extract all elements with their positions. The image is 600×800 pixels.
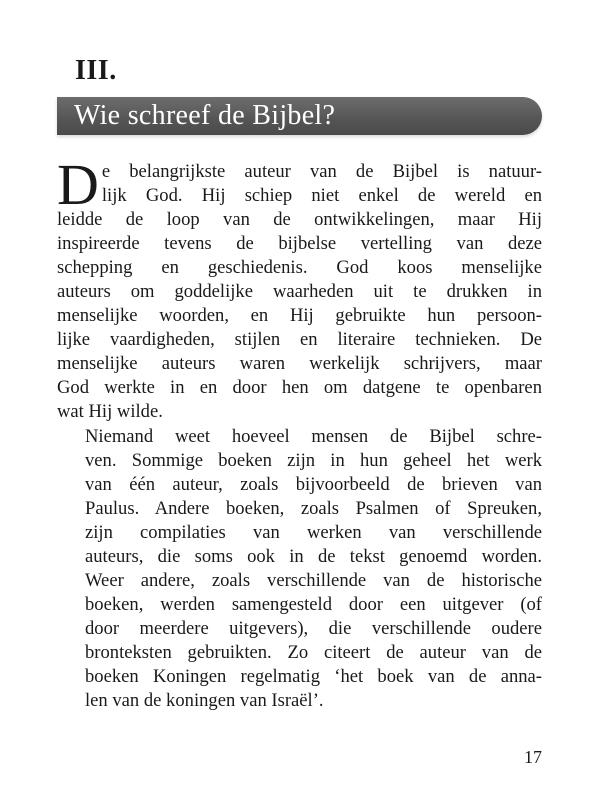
chapter-title-banner [57, 97, 542, 135]
text-line: bronteksten gebruikten. Zo citeert de auteur van de [85, 641, 542, 663]
text-line: menselijke woorden, en Hij gebruikte hun persoon- [57, 305, 542, 327]
paragraph-2 [57, 425, 542, 714]
drop-cap: D [57, 152, 99, 217]
chapter-title: Wie schreef de Bijbel? [74, 100, 336, 131]
paragraph-1 [57, 152, 542, 425]
text-line: leidde de loop van de ontwikkelingen, maar Hij [57, 209, 542, 231]
text-line: menselijke auteurs waren werkelijk schrijvers, maar [57, 353, 542, 375]
text-line: Weer andere, zoals verschillende van de historische [85, 569, 542, 591]
text-line: lijke vaardigheden, stijlen en literaire technieken. De [57, 329, 542, 351]
text-line: inspireerde tevens de bijbelse vertelling van deze [57, 233, 542, 255]
text-line: zijn compilaties van werken van verschillende [85, 521, 542, 543]
page-number: 17 [524, 747, 542, 767]
text-line: len van de koningen van Israël’. [85, 690, 324, 712]
text-line: boeken, werden samengesteld door een uitgever (of [85, 593, 542, 615]
text-line: lijk God. Hij schiep niet enkel de wereld en [101, 185, 542, 207]
chapter-number: III. [75, 55, 117, 86]
text-line: Niemand weet hoeveel mensen de Bijbel schre- [85, 425, 542, 447]
text-line: auteurs, die soms ook in de tekst genoemd worden. [85, 545, 542, 567]
body-text [57, 152, 542, 713]
text-line: door meerdere uitgevers), die verschillende oudere [85, 617, 542, 639]
text-line: schepping en geschiedenis. God koos menselijke [57, 257, 542, 279]
text-line: Paulus. Andere boeken, zoals Psalmen of Spreuken, [85, 497, 542, 519]
text-line: van één auteur, zoals bijvoorbeeld de brieven van [85, 473, 542, 495]
text-line: wat Hij wilde. [57, 401, 163, 423]
text-line: ven. Sommige boeken zijn in hun geheel het werk [85, 449, 542, 471]
text-line: God werkte in en door hen om datgene te openbaren [57, 377, 542, 399]
text-line: boeken Koningen regelmatig ‘het boek van de anna- [85, 665, 542, 687]
text-line: e belangrijkste auteur van de Bijbel is natuur- [101, 161, 542, 182]
text-line: auteurs om goddelijke waarheden uit te drukken in [57, 281, 542, 303]
